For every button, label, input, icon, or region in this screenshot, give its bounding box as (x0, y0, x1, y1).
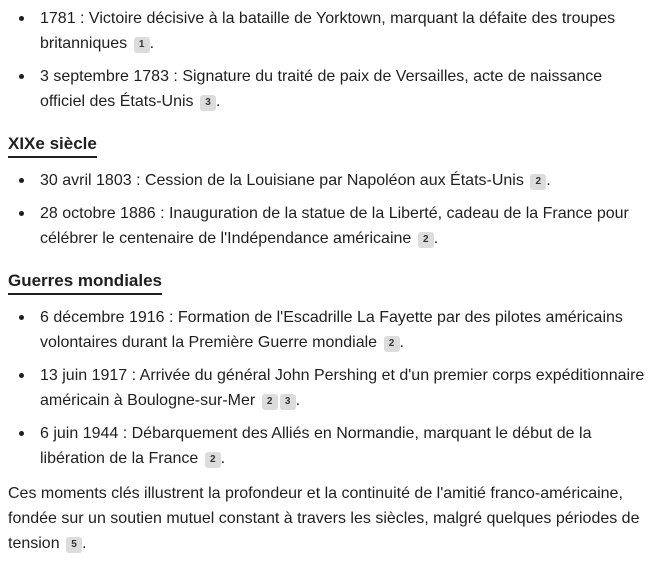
item-text: 1781 : Victoire décisive à la bataille de Yorktown, marquant la défaite des troupes britanniques (40, 10, 616, 52)
timeline-list-world-wars (8, 305, 647, 471)
list-item: 13 juin 1917 : Arrivée du général John Pershing et d'un premier corps expéditionnaire américain à Boulogne-sur-Mer 2 3 . (8, 363, 647, 413)
section-heading-wrap (8, 132, 647, 158)
list-item: 30 avril 1803 : Cession de la Louisiane par Napoléon aux États-Unis 2 . (8, 168, 647, 193)
list-item: 6 décembre 1916 : Formation de l'Escadrille La Fayette par des pilotes américains volontaires durant la Première Guerre mondiale 2 . (8, 305, 647, 355)
citation-badge[interactable]: 2 (384, 336, 400, 352)
item-text: 28 octobre 1886 : Inauguration de la statue de la Liberté, cadeau de la France pour célébrer le centenaire de l'Indépendance américaine (40, 205, 629, 247)
list-item: 6 juin 1944 : Débarquement des Alliés en Normandie, marquant le début de la libération de la France 2 . (8, 421, 647, 471)
conclusion-text: Ces moments clés illustrent la profondeur et la continuité de l'amitié franco-américaine, fondée sur un soutien mutuel constant à travers les siècles, malgré quelques périodes de tension (8, 485, 640, 552)
list-item: 1781 : Victoire décisive à la bataille de Yorktown, marquant la défaite des troupes britanniques 1 . (8, 6, 647, 56)
list-item: 28 octobre 1886 : Inauguration de la statue de la Liberté, cadeau de la France pour célébrer le centenaire de l'Indépendance américaine 2 . (8, 201, 647, 251)
item-text: 30 avril 1803 : Cession de la Louisiane par Napoléon aux États-Unis (40, 172, 524, 189)
section-heading-19th-century: XIXe siècle (8, 133, 97, 158)
item-text: 3 septembre 1783 : Signature du traité de paix de Versailles, acte de naissance officiel des États-Unis (40, 68, 603, 110)
citation-badge[interactable]: 2 (530, 174, 546, 190)
citation-badge[interactable]: 2 (205, 452, 221, 468)
citation-badge[interactable]: 3 (280, 394, 296, 410)
citation-badge[interactable]: 5 (66, 537, 82, 553)
item-text: 13 juin 1917 : Arrivée du général John Pershing et d'un premier corps expéditionnaire américain à Boulogne-sur-Mer (40, 367, 645, 409)
citation-badge[interactable]: 2 (418, 232, 434, 248)
citation-badge[interactable]: 3 (200, 95, 216, 111)
item-text: 6 décembre 1916 : Formation de l'Escadrille La Fayette par des pilotes américains volontaires durant la Première Guerre mondiale (40, 309, 623, 351)
section-heading-wrap (8, 269, 647, 295)
citation-badge[interactable]: 2 (262, 394, 278, 410)
citation-badge[interactable]: 1 (134, 37, 150, 53)
section-heading-world-wars: Guerres mondiales (8, 270, 162, 295)
list-item: 3 septembre 1783 : Signature du traité de paix de Versailles, acte de naissance officiel des États-Unis 3 . (8, 64, 647, 114)
timeline-list-19th-century (8, 168, 647, 251)
timeline-list-intro (8, 6, 647, 114)
item-text: 6 juin 1944 : Débarquement des Alliés en Normandie, marquant le début de la libération de la France (40, 425, 592, 467)
conclusion-paragraph: Ces moments clés illustrent la profondeur et la continuité de l'amitié franco-américaine, fondée sur un soutien mutuel constant à travers les siècles, malgré quelques périodes de tension 5 . (8, 485, 640, 552)
